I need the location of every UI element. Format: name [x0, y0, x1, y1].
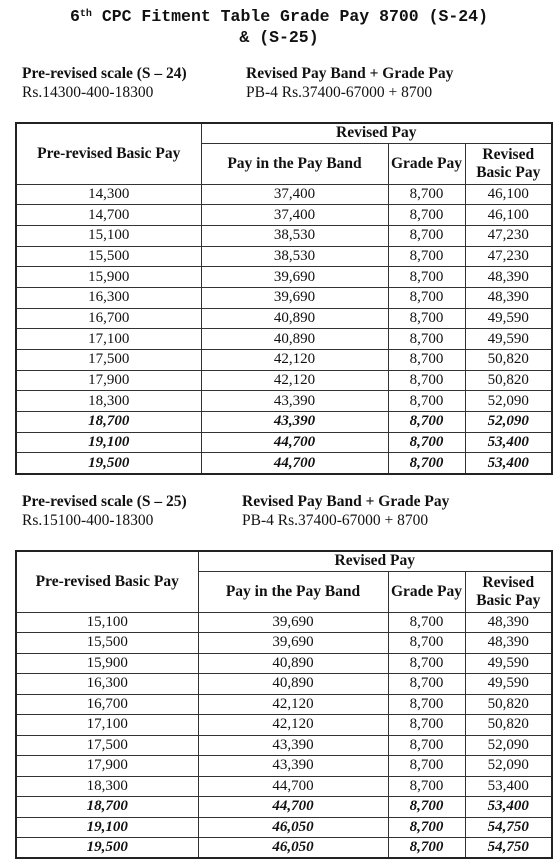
title-line-2: & (S-25) — [239, 28, 319, 47]
pre-revised-pay-cell: 16,300 — [16, 287, 201, 308]
revised-basic-pay-cell: 52,090 — [465, 391, 552, 412]
pre-revised-pay-cell: 17,900 — [16, 756, 198, 777]
table-row — [16, 653, 552, 674]
revised-basic-pay-cell: 49,590 — [465, 674, 552, 695]
pay-band-cell: 40,890 — [201, 308, 388, 329]
revised-basic-pay-cell: 50,820 — [465, 694, 552, 715]
table-row — [16, 453, 552, 474]
pre-revised-pay-cell: 14,700 — [16, 205, 201, 226]
table-row — [16, 287, 552, 308]
revised-basic-pay-cell: 49,590 — [465, 329, 552, 350]
pay-band-cell: 40,890 — [198, 674, 388, 695]
table-row — [16, 633, 552, 654]
pre-revised-pay-cell: 18,300 — [16, 391, 201, 412]
grade-pay-cell: 8,700 — [388, 329, 465, 350]
header-pay-band: Pay in the Pay Band — [201, 143, 388, 184]
revised-basic-pay-cell: 53,400 — [465, 453, 552, 474]
pre-revised-pay-cell: 15,900 — [16, 267, 201, 288]
revised-basic-pay-cell: 49,590 — [465, 653, 552, 674]
pre-revised-pay-cell: 15,100 — [16, 612, 198, 633]
pay-band-cell: 38,530 — [201, 225, 388, 246]
pay-band-cell: 40,890 — [198, 653, 388, 674]
grade-pay-cell: 8,700 — [388, 715, 465, 736]
grade-pay-cell: 8,700 — [388, 453, 465, 474]
grade-pay-cell: 8,700 — [388, 370, 465, 391]
revised-basic-pay-cell: 52,090 — [465, 412, 552, 433]
pre-revised-pay-cell: 17,500 — [16, 350, 201, 371]
s25-revised-scale: Revised Pay Band + Grade Pay PB-4 Rs.37400-67000 + 8700 — [242, 493, 450, 529]
table-row — [16, 694, 552, 715]
table-row — [16, 797, 552, 818]
grade-pay-cell: 8,700 — [388, 205, 465, 226]
pay-band-cell: 37,400 — [201, 205, 388, 226]
grade-pay-cell: 8,700 — [388, 838, 465, 859]
pre-revised-pay-cell: 15,500 — [16, 246, 201, 267]
header-pay-band: Pay in the Pay Band — [198, 571, 388, 612]
revised-basic-pay-cell: 46,100 — [465, 205, 552, 226]
pre-revised-pay-cell: 19,100 — [16, 817, 198, 838]
pay-band-cell: 39,690 — [201, 267, 388, 288]
table-row — [16, 350, 552, 371]
revised-basic-pay-cell: 48,390 — [465, 612, 552, 633]
pre-revised-pay-cell: 16,700 — [16, 308, 201, 329]
s24-table-body — [16, 184, 552, 474]
revised-basic-pay-cell: 50,820 — [465, 715, 552, 736]
table-row — [16, 329, 552, 350]
pay-band-cell: 42,120 — [201, 370, 388, 391]
grade-pay-cell: 8,700 — [388, 225, 465, 246]
s24-fitment-table — [15, 122, 553, 475]
pre-revised-pay-cell: 19,100 — [16, 432, 201, 453]
pre-revised-pay-cell: 17,900 — [16, 370, 201, 391]
revised-basic-pay-cell: 49,590 — [465, 308, 552, 329]
table-row — [16, 184, 552, 205]
header-revised-basic: Revised Basic Pay — [465, 143, 552, 184]
revised-basic-pay-cell: 47,230 — [465, 225, 552, 246]
table-row — [16, 391, 552, 412]
page-title — [0, 6, 558, 48]
grade-pay-cell: 8,700 — [388, 776, 465, 797]
pay-band-cell: 43,390 — [201, 391, 388, 412]
pay-band-cell: 46,050 — [198, 817, 388, 838]
pay-band-cell: 44,700 — [198, 797, 388, 818]
pay-band-cell: 38,530 — [201, 246, 388, 267]
pre-revised-pay-cell: 18,700 — [16, 412, 201, 433]
table-row — [16, 756, 552, 777]
table-row — [16, 735, 552, 756]
table-row — [16, 267, 552, 288]
pay-band-cell: 42,120 — [198, 715, 388, 736]
header-revised-pay: Revised Pay — [198, 551, 552, 571]
pay-band-cell: 43,390 — [201, 412, 388, 433]
grade-pay-cell: 8,700 — [388, 246, 465, 267]
s25-fitment-table — [15, 550, 553, 859]
pay-band-cell: 43,390 — [198, 756, 388, 777]
revised-basic-pay-cell: 48,390 — [465, 287, 552, 308]
table-row — [16, 838, 552, 859]
pay-band-cell: 37,400 — [201, 184, 388, 205]
revised-basic-pay-cell: 52,090 — [465, 735, 552, 756]
pre-revised-pay-cell: 18,700 — [16, 797, 198, 818]
pay-band-cell: 44,700 — [198, 776, 388, 797]
header-pre-revised: Pre-revised Basic Pay — [16, 551, 198, 612]
pre-revised-pay-cell: 16,300 — [16, 674, 198, 695]
pre-revised-pay-cell: 18,300 — [16, 776, 198, 797]
header-grade-pay: Grade Pay — [388, 143, 465, 184]
grade-pay-cell: 8,700 — [388, 308, 465, 329]
grade-pay-cell: 8,700 — [388, 735, 465, 756]
pre-revised-pay-cell: 15,100 — [16, 225, 201, 246]
table-row — [16, 205, 552, 226]
pay-band-cell: 39,690 — [201, 287, 388, 308]
table-row — [16, 817, 552, 838]
revised-basic-pay-cell: 52,090 — [465, 756, 552, 777]
pay-band-cell: 44,700 — [201, 432, 388, 453]
table-row — [16, 432, 552, 453]
pay-band-cell: 43,390 — [198, 735, 388, 756]
table-row — [16, 246, 552, 267]
grade-pay-cell: 8,700 — [388, 756, 465, 777]
table-row — [16, 225, 552, 246]
pay-band-cell: 39,690 — [198, 612, 388, 633]
s24-revised-scale: Revised Pay Band + Grade Pay PB-4 Rs.37400-67000 + 8700 — [246, 65, 454, 101]
title-line-1: 6th CPC Fitment Table Grade Pay 8700 (S-24) — [70, 7, 488, 26]
pay-band-cell: 39,690 — [198, 633, 388, 654]
s25-pre-revised-scale: Pre-revised scale (S – 25) Rs.15100-400-18300 — [22, 493, 187, 529]
header-grade-pay: Grade Pay — [388, 571, 465, 612]
grade-pay-cell: 8,700 — [388, 694, 465, 715]
pre-revised-pay-cell: 19,500 — [16, 838, 198, 859]
grade-pay-cell: 8,700 — [388, 817, 465, 838]
grade-pay-cell: 8,700 — [388, 391, 465, 412]
table-row — [16, 612, 552, 633]
revised-basic-pay-cell: 50,820 — [465, 370, 552, 391]
pre-revised-pay-cell: 16,700 — [16, 694, 198, 715]
revised-basic-pay-cell: 53,400 — [465, 797, 552, 818]
pre-revised-pay-cell: 17,500 — [16, 735, 198, 756]
s24-pre-revised-scale: Pre-revised scale (S – 24) Rs.14300-400-18300 — [22, 65, 187, 101]
pre-revised-pay-cell: 15,500 — [16, 633, 198, 654]
revised-basic-pay-cell: 48,390 — [465, 267, 552, 288]
pre-revised-pay-cell: 15,900 — [16, 653, 198, 674]
pre-revised-pay-cell: 17,100 — [16, 329, 201, 350]
grade-pay-cell: 8,700 — [388, 350, 465, 371]
revised-basic-pay-cell: 46,100 — [465, 184, 552, 205]
pay-band-cell: 46,050 — [198, 838, 388, 859]
revised-basic-pay-cell: 54,750 — [465, 817, 552, 838]
grade-pay-cell: 8,700 — [388, 653, 465, 674]
grade-pay-cell: 8,700 — [388, 287, 465, 308]
table-row — [16, 674, 552, 695]
pay-band-cell: 44,700 — [201, 453, 388, 474]
table-row — [16, 308, 552, 329]
grade-pay-cell: 8,700 — [388, 633, 465, 654]
grade-pay-cell: 8,700 — [388, 432, 465, 453]
grade-pay-cell: 8,700 — [388, 184, 465, 205]
pay-band-cell: 42,120 — [198, 694, 388, 715]
header-pre-revised: Pre-revised Basic Pay — [16, 123, 201, 184]
pre-revised-pay-cell: 19,500 — [16, 453, 201, 474]
table-row — [16, 715, 552, 736]
header-revised-basic: Revised Basic Pay — [465, 571, 552, 612]
grade-pay-cell: 8,700 — [388, 612, 465, 633]
revised-basic-pay-cell: 47,230 — [465, 246, 552, 267]
revised-basic-pay-cell: 53,400 — [465, 432, 552, 453]
header-revised-pay: Revised Pay — [201, 123, 552, 143]
pre-revised-pay-cell: 14,300 — [16, 184, 201, 205]
pay-band-cell: 40,890 — [201, 329, 388, 350]
revised-basic-pay-cell: 54,750 — [465, 838, 552, 859]
pre-revised-pay-cell: 17,100 — [16, 715, 198, 736]
revised-basic-pay-cell: 50,820 — [465, 350, 552, 371]
grade-pay-cell: 8,700 — [388, 412, 465, 433]
pay-band-cell: 42,120 — [201, 350, 388, 371]
table-row — [16, 412, 552, 433]
s25-table-body — [16, 612, 552, 858]
table-row — [16, 776, 552, 797]
grade-pay-cell: 8,700 — [388, 674, 465, 695]
grade-pay-cell: 8,700 — [388, 797, 465, 818]
revised-basic-pay-cell: 48,390 — [465, 633, 552, 654]
table-row — [16, 370, 552, 391]
grade-pay-cell: 8,700 — [388, 267, 465, 288]
revised-basic-pay-cell: 53,400 — [465, 776, 552, 797]
